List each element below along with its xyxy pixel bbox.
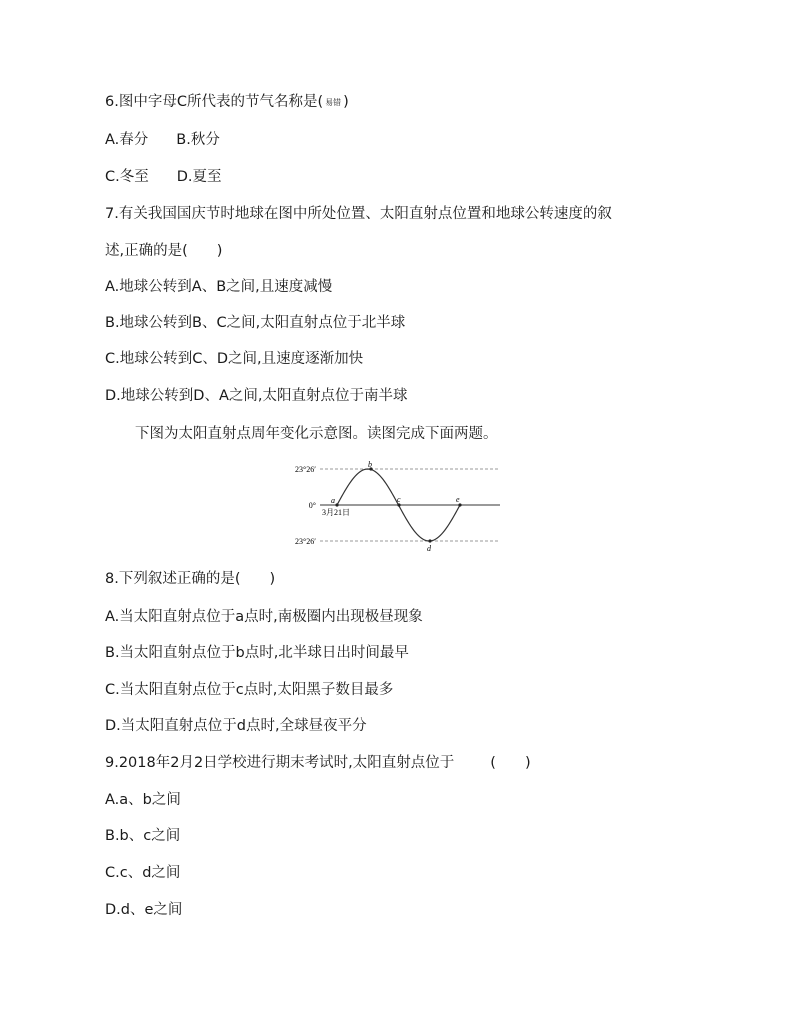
point-d-label: d [427, 544, 431, 553]
q7-option-a[interactable]: A.地球公转到A、B之间,且速度减慢 [105, 279, 333, 295]
point-e-label: e [456, 495, 460, 504]
q6-option-a[interactable]: A.春分 [105, 132, 149, 148]
q9-option-b[interactable]: B.b、c之间 [105, 828, 181, 844]
q6-options-row-2 [105, 167, 222, 187]
q9-stem [105, 753, 531, 773]
q8-option-c[interactable]: C.当太阳直射点位于c点时,太阳黑子数目最多 [105, 682, 394, 698]
q9-option-c[interactable]: C.c、d之间 [105, 865, 181, 881]
q6-option-c[interactable]: C.冬至 [105, 169, 149, 185]
point-d-marker [428, 539, 431, 542]
q6-option-b[interactable]: B.秋分 [176, 132, 220, 148]
q8-stem: 8.下列叙述正确的是( ) [105, 571, 276, 587]
q9-option-a[interactable]: A.a、b之间 [105, 792, 181, 808]
q7-stem-line-2: 述,正确的是( ) [105, 243, 223, 259]
q7-stem-line-1: 7.有关我国国庆节时地球在图中所处位置、太阳直射点位置和地球公转速度的叙 [105, 206, 612, 222]
q8-option-d[interactable]: D.当太阳直射点位于d点时,全球昼夜平分 [105, 718, 367, 734]
q7-option-d[interactable]: D.地球公转到D、A之间,太阳直射点位于南半球 [105, 388, 408, 404]
q9-answer-paren: ( ) [490, 755, 531, 771]
q7-option-b[interactable]: B.地球公转到B、C之间,太阳直射点位于北半球 [105, 315, 406, 331]
date-label: 3月21日 [322, 508, 350, 517]
q6-stem-close: ) [343, 94, 349, 110]
q9-stem-text: 9.2018年2月2日学校进行期末考试时,太阳直射点位于 [105, 755, 455, 771]
point-a-marker [335, 503, 338, 506]
q6-difficulty-note: 易错 [325, 98, 342, 107]
south-tropic-label: 23°26′ [295, 537, 316, 546]
q6-option-d[interactable]: D.夏至 [176, 169, 222, 185]
q6-options-row-1 [105, 130, 220, 150]
point-b-label: b [368, 460, 372, 469]
equator-label: 0° [308, 501, 316, 510]
q7-option-c[interactable]: C.地球公转到C、D之间,且速度逐渐加快 [105, 351, 364, 367]
diagram-intro: 下图为太阳直射点周年变化示意图。读图完成下面两题。 [135, 426, 498, 442]
q6-stem [105, 92, 349, 113]
q8-option-b[interactable]: B.当太阳直射点位于b点时,北半球日出时间最早 [105, 645, 409, 661]
north-tropic-label: 23°26′ [295, 465, 316, 474]
subsolar-point-diagram [280, 460, 510, 555]
q9-option-d[interactable]: D.d、e之间 [105, 902, 183, 918]
q6-stem-text: 6.图中字母C所代表的节气名称是( [105, 94, 324, 110]
q8-option-a[interactable]: A.当太阳直射点位于a点时,南极圈内出现极昼现象 [105, 609, 423, 625]
point-a-label: a [331, 496, 335, 505]
point-c-label: c [397, 495, 401, 504]
